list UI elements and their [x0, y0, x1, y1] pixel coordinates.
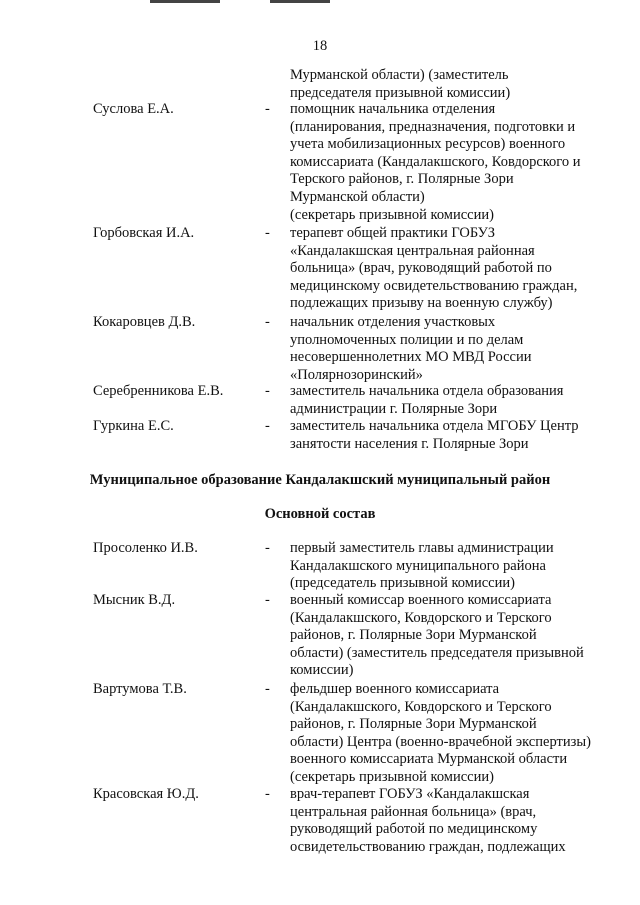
role-line: (секретарь призывной комиссии)	[290, 206, 494, 223]
role-line: заместитель начальника отдела МГОБУ Центр	[290, 418, 579, 434]
role-line: учета мобилизационных ресурсов) военного	[290, 136, 566, 153]
role-line: Мурманской области) (заместитель	[290, 67, 509, 83]
role-line: врач-терапевт ГОБУЗ «Кандалакшская	[290, 786, 530, 802]
role-line: (председатель призывной комиссии)	[290, 575, 515, 592]
role-line: заместитель начальника отдела образования	[290, 383, 564, 399]
member-role	[290, 540, 610, 593]
member-name: Мысник В.Д.	[93, 592, 176, 608]
member-name: Горбовская И.А.	[93, 225, 195, 241]
role-line: комиссариата (Кандалакшского, Ковдорского и	[290, 153, 581, 170]
role-line: «Кандалакшская центральная районная	[290, 242, 535, 259]
role-line: районов, г. Полярные Зори Мурманской	[290, 716, 537, 733]
role-line: помощник начальника отделения	[290, 101, 496, 117]
dash-separator: -	[265, 681, 270, 697]
role-line: больница» (врач, руководящий работой по	[290, 260, 552, 277]
role-line: занятости населения г. Полярные Зори	[290, 435, 529, 452]
role-line: военного комиссариата Мурманской области	[290, 751, 568, 768]
role-line: фельдшер военного комиссариата	[290, 681, 500, 697]
member-name: Суслова Е.А.	[93, 101, 174, 117]
dash-separator: -	[265, 786, 270, 802]
role-line: (секретарь призывной комиссии)	[290, 768, 494, 785]
member-role	[290, 101, 610, 224]
role-line: подлежащих призыву на военную службу)	[290, 295, 553, 312]
role-line: «Полярнозоринский»	[290, 366, 423, 383]
dash-separator: -	[265, 592, 270, 608]
role-line: несовершеннолетних МО МВД России	[290, 349, 532, 366]
member-name: Красовская Ю.Д.	[93, 786, 199, 802]
role-line: Терского районов, г. Полярные Зори	[290, 171, 514, 188]
role-line: Мурманской области)	[290, 188, 425, 205]
role-line: начальник отделения участковых	[290, 314, 496, 330]
role-line: области) Центра (военно-врачебной экспертизы)	[290, 733, 591, 750]
role-line: медицинскому освидетельствованию граждан,	[290, 277, 578, 294]
role-line: Кандалакшского муниципального района	[290, 557, 546, 574]
role-line: администрации г. Полярные Зори	[290, 400, 498, 417]
member-name: Вартумова Т.В.	[93, 681, 187, 697]
member-name: Просоленко И.В.	[93, 540, 198, 556]
member-role	[290, 592, 610, 680]
member-role	[290, 383, 610, 418]
role-line: (планирования, предназначения, подготовки и	[290, 118, 576, 135]
role-line: военный комиссар военного комиссариата	[290, 592, 552, 608]
role-line: уполномоченных полиции и по делам	[290, 331, 524, 348]
member-name: Серебренникова Е.В.	[93, 383, 224, 399]
role-line: комиссии)	[290, 662, 354, 679]
role-line: освидетельствованию граждан, подлежащих	[290, 838, 566, 855]
role-line: (Кандалакшского, Ковдорского и Терского	[290, 698, 552, 715]
dash-separator: -	[265, 101, 270, 117]
dash-separator: -	[265, 418, 270, 434]
dash-separator: -	[265, 383, 270, 399]
dash-separator: -	[265, 314, 270, 330]
member-name: Гуркина Е.С.	[93, 418, 174, 434]
role-line: руководящий работой по медицинскому	[290, 821, 538, 838]
member-name: Кокаровцев Д.В.	[93, 314, 196, 330]
role-line: области) (заместитель председателя призывной	[290, 644, 584, 661]
role-line: терапевт общей практики ГОБУЗ	[290, 225, 495, 241]
member-role	[290, 314, 610, 384]
role-line: (Кандалакшского, Ковдорского и Терского	[290, 609, 552, 626]
role-line: председателя призывной комиссии)	[290, 84, 511, 101]
member-role	[290, 681, 610, 787]
member-role	[290, 225, 610, 313]
role-line: районов, г. Полярные Зори Мурманской	[290, 627, 537, 644]
role-line: первый заместитель главы администрации	[290, 540, 554, 556]
dash-separator: -	[265, 540, 270, 556]
section-heading: Муниципальное образование Кандалакшский муниципальный район	[89, 472, 551, 488]
page-number: 18	[312, 38, 328, 54]
dash-separator: -	[265, 225, 270, 241]
scan-top-marks	[0, 0, 640, 8]
member-role	[290, 418, 610, 453]
member-role	[290, 786, 610, 856]
member-role	[290, 67, 610, 102]
subsection-heading: Основной состав	[264, 506, 376, 522]
role-line: центральная районная больница» (врач,	[290, 803, 537, 820]
